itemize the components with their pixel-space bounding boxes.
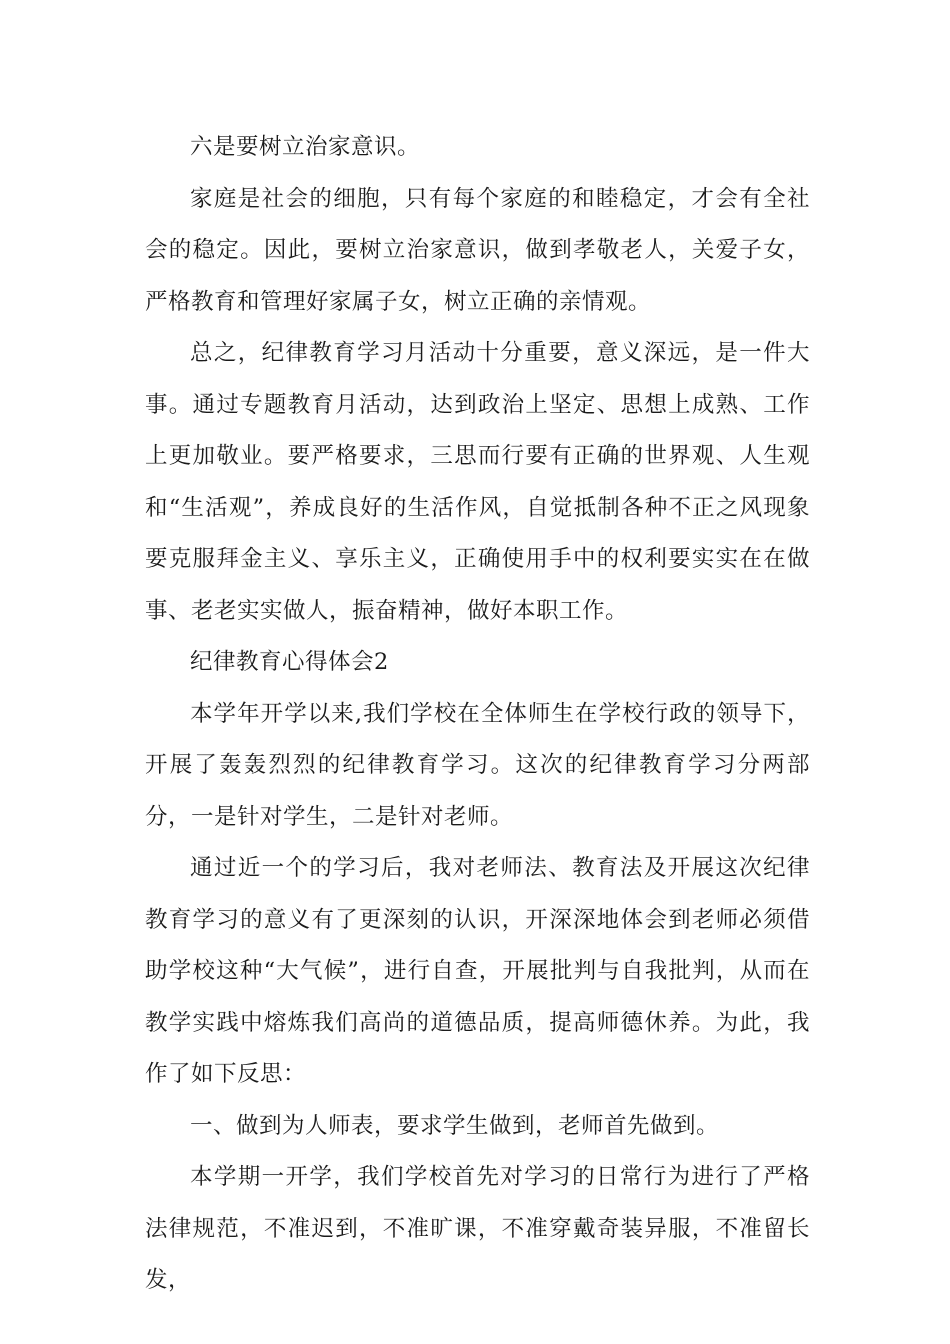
- paragraph-family: 家庭是社会的细胞，只有每个家庭的和睦稳定，才会有全社会的稳定。因此，要树立治家意识，做到孝敬老人，关爱子女，严格教育和管理好家属子女，树立正确的亲情观。: [145, 185, 810, 315]
- paragraph-point-one: 一、做到为人师表，要求学生做到，老师首先做到。: [190, 1112, 720, 1139]
- paragraph-rules: 本学期一开学，我们学校首先对学习的日常行为进行了严格法律规范，不准迟到，不准旷课，不准穿戴奇装异服，不准留长发，: [145, 1164, 810, 1293]
- paragraph-intro: 本学年开学以来,我们学校在全体师生在学校行政的领导下，开展了轰轰烈烈的纪律教育学习。这次的纪律教育学习分两部分，一是针对学生，二是针对老师。: [145, 700, 810, 830]
- section-title: 纪律教育心得体会2: [190, 649, 389, 675]
- paragraph-governance-heading: 六是要树立治家意识。: [190, 134, 421, 160]
- document-body: [145, 122, 810, 1307]
- paragraph-reflection: 通过近一个的学习后，我对老师法、教育法及开展这次纪律教育学习的意义有了更深刻的认识，开深深地体会到老师必须借助学校这种“大气候”，进行自查，开展批判与自我批判，从而在教学实践中熔炼我们高尚的道德品质，提高师德休养。为此，我作了如下反思：: [145, 855, 810, 1087]
- paragraph-summary: 总之，纪律教育学习月活动十分重要，意义深远，是一件大事。通过专题教育月活动，达到政治上坚定、思想上成熟、工作上更加敬业。要严格要求，三思而行要有正确的世界观、人生观和“生活观”，养成良好的生活作风，自觉抵制各种不正之风现象要克服拜金主义、享乐主义，正确使用手中的权利要实实在在做事、老老实实做人，振奋精神，做好本职工作。: [145, 340, 810, 624]
